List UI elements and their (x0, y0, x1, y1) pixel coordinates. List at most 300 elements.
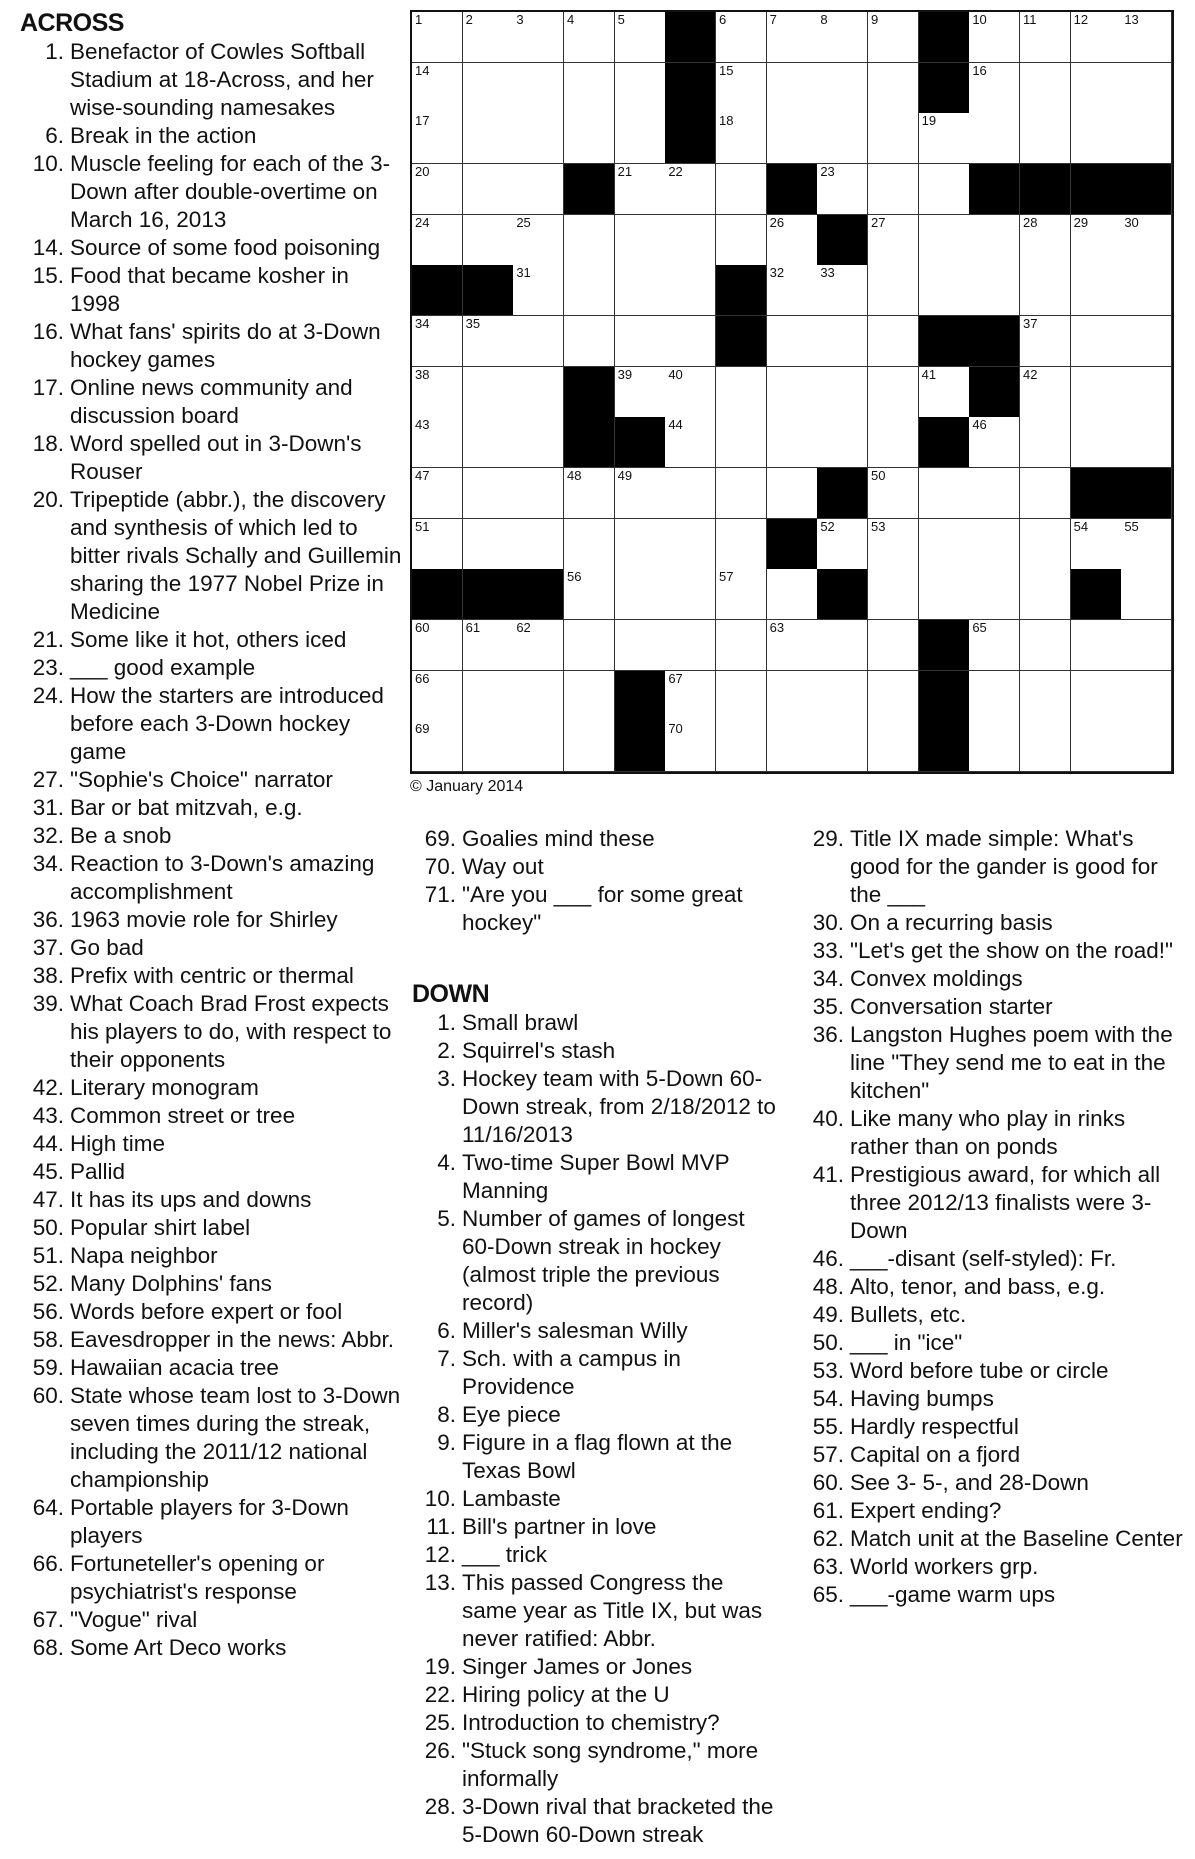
grid-cell[interactable] (513, 113, 564, 164)
grid-cell[interactable] (767, 468, 818, 519)
grid-cell[interactable] (1121, 519, 1172, 570)
grid-cell[interactable] (615, 367, 666, 418)
clue-number: 37. (32, 935, 64, 960)
grid-cell[interactable] (868, 367, 919, 418)
clue-text: Eye piece (462, 1402, 561, 1427)
clue-text: Some like it hot, others iced (70, 627, 347, 652)
grid-cell[interactable] (1121, 316, 1172, 367)
grid-cell[interactable] (1121, 620, 1172, 671)
clue-text: Conversation starter (850, 994, 1053, 1019)
clue-item (412, 1485, 782, 1513)
grid-cell[interactable] (919, 164, 970, 215)
grid-cell[interactable] (463, 316, 514, 367)
grid-block (919, 721, 970, 772)
clue-number: 23. (32, 655, 64, 680)
grid-cell[interactable] (665, 367, 716, 418)
clue-number: 69. (424, 826, 456, 851)
grid-cell[interactable] (767, 113, 818, 164)
clue-text: Word before tube or circle (850, 1358, 1109, 1383)
grid-cell[interactable] (817, 519, 868, 570)
grid-cell[interactable] (665, 316, 716, 367)
grid-cell[interactable] (513, 316, 564, 367)
grid-cell[interactable] (969, 265, 1020, 316)
clue-text: Capital on a fjord (850, 1442, 1021, 1467)
grid-cell[interactable] (665, 671, 716, 722)
cell-number: 43 (415, 417, 430, 433)
clue-text: See 3- 5-, and 28-Down (850, 1470, 1089, 1495)
clue-item (800, 1273, 1185, 1301)
clue-item (800, 1525, 1185, 1553)
grid-cell[interactable] (564, 671, 615, 722)
grid-cell[interactable] (1121, 12, 1172, 63)
grid-cell[interactable] (513, 468, 564, 519)
clue-text: Words before expert or fool (70, 1299, 343, 1324)
grid-cell[interactable] (716, 721, 767, 772)
clue-item (20, 1102, 405, 1130)
grid-cell[interactable] (615, 12, 666, 63)
grid-cell[interactable] (868, 265, 919, 316)
grid-cell[interactable] (1071, 620, 1122, 671)
grid-cell[interactable] (919, 113, 970, 164)
grid-cell[interactable] (817, 63, 868, 114)
grid-cell[interactable] (767, 367, 818, 418)
grid-cell[interactable] (564, 63, 615, 114)
clue-text: Way out (462, 854, 544, 879)
grid-cell[interactable] (412, 721, 463, 772)
clue-item (412, 853, 782, 881)
grid-cell[interactable] (919, 468, 970, 519)
clue-item (412, 1009, 782, 1037)
grid-cell[interactable] (716, 468, 767, 519)
grid-cell[interactable] (564, 620, 615, 671)
cell-number: 55 (1124, 518, 1139, 534)
clue-item (800, 1301, 1185, 1329)
grid-cell[interactable] (412, 316, 463, 367)
grid-cell[interactable] (1071, 265, 1122, 316)
grid-cell[interactable] (868, 215, 919, 266)
grid-cell[interactable] (412, 417, 463, 468)
grid-cell[interactable] (615, 569, 666, 620)
cell-number: 52 (820, 518, 835, 534)
cell-number: 30 (1124, 214, 1139, 230)
grid-cell[interactable] (412, 215, 463, 266)
grid-cell[interactable] (1020, 265, 1071, 316)
grid-cell[interactable] (969, 519, 1020, 570)
grid-cell[interactable] (817, 12, 868, 63)
grid-cell[interactable] (868, 519, 919, 570)
grid-cell[interactable] (767, 569, 818, 620)
grid-cell[interactable] (868, 63, 919, 114)
grid-cell[interactable] (665, 265, 716, 316)
cell-number: 57 (719, 569, 734, 585)
clue-item (800, 1469, 1185, 1497)
grid-cell[interactable] (868, 316, 919, 367)
cell-number: 47 (415, 468, 430, 483)
grid-block (1020, 164, 1071, 215)
grid-cell[interactable] (969, 215, 1020, 266)
grid-cell[interactable] (564, 316, 615, 367)
clue-item (20, 934, 405, 962)
grid-cell[interactable] (868, 12, 919, 63)
grid-cell[interactable] (513, 63, 564, 114)
grid-cell[interactable] (513, 265, 564, 316)
middle-column (412, 825, 782, 1849)
grid-cell[interactable] (919, 569, 970, 620)
cell-number: 22 (668, 164, 683, 179)
grid-cell[interactable] (615, 164, 666, 215)
clue-number: 55. (812, 1414, 844, 1439)
grid-cell[interactable] (1020, 519, 1071, 570)
grid-cell[interactable] (817, 113, 868, 164)
grid-cell[interactable] (868, 721, 919, 772)
grid-cell[interactable] (716, 519, 767, 570)
grid-cell[interactable] (716, 671, 767, 722)
clue-number: 15. (32, 263, 64, 288)
grid-cell[interactable] (615, 63, 666, 114)
grid-cell[interactable] (868, 468, 919, 519)
cell-number: 7 (769, 12, 777, 27)
clue-text: How the starters are introduced before each 3-Down hockey game (70, 683, 384, 764)
grid-cell[interactable] (716, 215, 767, 266)
clue-text: Sch. with a campus in Providence (462, 1346, 681, 1399)
cell-number: 1 (415, 12, 423, 27)
grid-cell[interactable] (817, 721, 868, 772)
grid-cell[interactable] (1020, 367, 1071, 418)
cell-number: 54 (1073, 518, 1089, 534)
clue-item (412, 1429, 782, 1485)
cell-number: 15 (719, 62, 734, 78)
grid-cell[interactable] (564, 468, 615, 519)
grid-cell[interactable] (716, 367, 767, 418)
grid-cell[interactable] (665, 468, 716, 519)
grid-block (615, 417, 666, 468)
clue-item (20, 962, 405, 990)
grid-cell[interactable] (817, 417, 868, 468)
clue-number: 70. (424, 854, 456, 879)
grid-cell[interactable] (412, 164, 463, 215)
grid-cell[interactable] (412, 113, 463, 164)
grid-cell[interactable] (513, 671, 564, 722)
cell-number: 41 (921, 366, 937, 382)
grid-cell[interactable] (919, 265, 970, 316)
grid-cell[interactable] (463, 164, 514, 215)
grid-cell[interactable] (463, 367, 514, 418)
clue-item (20, 682, 405, 766)
grid-cell[interactable] (463, 671, 514, 722)
clue-number: 42. (32, 1075, 64, 1100)
grid-cell[interactable] (716, 417, 767, 468)
grid-cell[interactable] (767, 721, 818, 772)
grid-cell[interactable] (1071, 113, 1122, 164)
grid-cell[interactable] (1121, 569, 1172, 620)
grid-cell[interactable] (1020, 63, 1071, 114)
grid-cell[interactable] (767, 316, 818, 367)
grid-cell[interactable] (1071, 519, 1122, 570)
grid-cell[interactable] (716, 569, 767, 620)
clue-number: 67. (32, 1607, 64, 1632)
cell-number: 69 (415, 721, 430, 737)
cell-number: 48 (567, 468, 582, 483)
clue-number: 1. (437, 1010, 456, 1035)
grid-cell[interactable] (969, 113, 1020, 164)
grid-cell[interactable] (412, 63, 463, 114)
clue-text: World workers grp. (850, 1554, 1039, 1579)
grid-cell[interactable] (412, 12, 463, 63)
grid-cell[interactable] (1020, 113, 1071, 164)
grid-cell[interactable] (1071, 417, 1122, 468)
grid-cell[interactable] (1121, 63, 1172, 114)
clue-text: Singer James or Jones (462, 1654, 693, 1679)
grid-cell[interactable] (1071, 316, 1122, 367)
grid-block (716, 316, 767, 367)
grid-cell[interactable] (767, 620, 818, 671)
grid-cell[interactable] (615, 265, 666, 316)
grid-cell[interactable] (716, 12, 767, 63)
grid-cell[interactable] (665, 620, 716, 671)
grid-block (665, 63, 716, 114)
grid-cell[interactable] (767, 215, 818, 266)
clue-text: What fans' spirits do at 3-Down hockey games (70, 319, 381, 372)
grid-cell[interactable] (1020, 417, 1071, 468)
clue-text: Expert ending? (850, 1498, 1002, 1523)
grid-cell[interactable] (412, 367, 463, 418)
grid-block (817, 468, 868, 519)
clue-text: "Let's get the show on the road!" (850, 938, 1173, 963)
clue-text: Langston Hughes poem with the line "They send me to eat in the kitchen" (850, 1022, 1173, 1103)
grid-cell[interactable] (1121, 721, 1172, 772)
grid-cell[interactable] (615, 215, 666, 266)
cell-number: 27 (871, 214, 886, 230)
grid-cell[interactable] (564, 265, 615, 316)
grid-cell[interactable] (564, 519, 615, 570)
clue-item (20, 1242, 405, 1270)
grid-cell[interactable] (463, 215, 514, 266)
clue-item (800, 1497, 1185, 1525)
clue-text: Break in the action (70, 123, 257, 148)
grid-cell[interactable] (969, 63, 1020, 114)
grid-cell[interactable] (412, 519, 463, 570)
down-clue-list-continued (800, 825, 1185, 1609)
grid-cell[interactable] (868, 164, 919, 215)
grid-cell[interactable] (969, 417, 1020, 468)
cell-number: 13 (1124, 12, 1139, 27)
grid-cell[interactable] (665, 519, 716, 570)
grid-cell[interactable] (1020, 215, 1071, 266)
clue-text: Hardly respectful (850, 1414, 1019, 1439)
grid-cell[interactable] (716, 164, 767, 215)
clue-text: Some Art Deco works (70, 1635, 287, 1660)
clue-item (20, 486, 405, 626)
clue-text: Convex moldings (850, 966, 1023, 991)
grid-cell[interactable] (919, 519, 970, 570)
grid-cell[interactable] (513, 12, 564, 63)
clue-number: 39. (32, 991, 64, 1016)
grid-cell[interactable] (665, 417, 716, 468)
grid-cell[interactable] (919, 367, 970, 418)
grid-cell[interactable] (969, 721, 1020, 772)
grid-cell[interactable] (513, 519, 564, 570)
grid-cell[interactable] (817, 316, 868, 367)
grid-cell[interactable] (716, 63, 767, 114)
grid-cell[interactable] (513, 215, 564, 266)
clue-item (20, 1634, 405, 1662)
grid-cell[interactable] (1020, 12, 1071, 63)
clue-item (800, 1385, 1185, 1413)
grid-block (817, 569, 868, 620)
cell-number: 34 (415, 316, 430, 331)
grid-cell[interactable] (564, 569, 615, 620)
grid-cell[interactable] (767, 417, 818, 468)
grid-cell[interactable] (1020, 671, 1071, 722)
grid-cell[interactable] (817, 671, 868, 722)
grid-cell[interactable] (412, 468, 463, 519)
grid-cell[interactable] (513, 367, 564, 418)
grid-cell[interactable] (1020, 569, 1071, 620)
grid-cell[interactable] (615, 113, 666, 164)
cell-number: 44 (668, 417, 683, 433)
grid-cell[interactable] (463, 620, 514, 671)
clue-text: ___ good example (70, 655, 256, 680)
grid-cell[interactable] (868, 671, 919, 722)
cell-number: 32 (769, 265, 785, 281)
across-heading: ACROSS (20, 9, 124, 37)
cell-number: 11 (1023, 12, 1037, 27)
grid-cell[interactable] (1121, 417, 1172, 468)
grid-cell[interactable] (969, 671, 1020, 722)
clue-item (20, 1158, 405, 1186)
grid-cell[interactable] (1020, 316, 1071, 367)
grid-cell[interactable] (1121, 265, 1172, 316)
grid-cell[interactable] (1121, 367, 1172, 418)
grid-block (513, 569, 564, 620)
grid-cell[interactable] (463, 63, 514, 114)
clue-item (20, 990, 405, 1074)
grid-cell[interactable] (564, 721, 615, 772)
grid-cell[interactable] (817, 367, 868, 418)
clue-text: Squirrel's stash (462, 1038, 616, 1063)
grid-cell[interactable] (817, 265, 868, 316)
grid-cell[interactable] (463, 113, 514, 164)
grid-cell[interactable] (564, 113, 615, 164)
grid-cell[interactable] (1121, 113, 1172, 164)
grid-cell[interactable] (412, 671, 463, 722)
grid-cell[interactable] (463, 417, 514, 468)
grid-cell[interactable] (1020, 468, 1071, 519)
clue-number: 16. (32, 319, 64, 344)
grid-cell[interactable] (1071, 215, 1122, 266)
clue-item (412, 1345, 782, 1401)
clue-item (20, 1074, 405, 1102)
grid-cell[interactable] (1071, 671, 1122, 722)
grid-cell[interactable] (615, 468, 666, 519)
grid-cell[interactable] (767, 63, 818, 114)
clue-text: ___ in "ice" (850, 1330, 963, 1355)
grid-cell[interactable] (969, 12, 1020, 63)
cell-number: 66 (415, 670, 430, 686)
clue-item (800, 1021, 1185, 1105)
grid-cell[interactable] (1071, 721, 1122, 772)
grid-cell[interactable] (615, 620, 666, 671)
grid-cell[interactable] (817, 620, 868, 671)
grid-cell[interactable] (1020, 620, 1071, 671)
clue-item (412, 1205, 782, 1317)
grid-cell[interactable] (463, 519, 514, 570)
grid-cell[interactable] (767, 671, 818, 722)
grid-cell[interactable] (767, 265, 818, 316)
grid-cell[interactable] (513, 164, 564, 215)
grid-cell[interactable] (1071, 63, 1122, 114)
clue-number: 33. (812, 938, 844, 963)
grid-cell[interactable] (1020, 721, 1071, 772)
cell-number: 62 (516, 620, 531, 635)
grid-cell[interactable] (513, 417, 564, 468)
clue-text: Portable players for 3-Down players (70, 1495, 349, 1548)
grid-cell[interactable] (463, 721, 514, 772)
grid-cell[interactable] (716, 620, 767, 671)
grid-cell[interactable] (665, 569, 716, 620)
cell-number: 16 (972, 62, 987, 78)
clue-number: 66. (32, 1551, 64, 1576)
grid-cell[interactable] (665, 164, 716, 215)
grid-cell[interactable] (817, 164, 868, 215)
grid-cell[interactable] (463, 468, 514, 519)
clue-text: Small brawl (462, 1010, 579, 1035)
grid-cell[interactable] (868, 620, 919, 671)
clue-text: Eavesdropper in the news: Abbr. (70, 1327, 394, 1352)
grid-cell[interactable] (615, 316, 666, 367)
grid-cell[interactable] (1121, 215, 1172, 266)
grid-cell[interactable] (412, 620, 463, 671)
clue-text: Tripeptide (abbr.), the discovery and synthesis of which led to bitter rivals Schally and Guillemin sharing the 1977 Nobel Prize in Medicine (70, 487, 402, 624)
grid-cell[interactable] (969, 569, 1020, 620)
clue-number: 34. (812, 966, 844, 991)
clue-text: Number of games of longest 60-Down streak in hockey (almost triple the previous record) (462, 1206, 745, 1315)
grid-cell[interactable] (1071, 367, 1122, 418)
across-clue-list (20, 38, 405, 1662)
grid-cell[interactable] (564, 12, 615, 63)
clue-number: 56. (32, 1299, 64, 1324)
clue-item (20, 374, 405, 430)
clue-text: What Coach Brad Frost expects his players to do, with respect to their opponents (70, 991, 392, 1072)
clue-number: 3. (437, 1066, 456, 1091)
grid-cell[interactable] (868, 417, 919, 468)
grid-cell[interactable] (868, 113, 919, 164)
grid-cell[interactable] (1121, 671, 1172, 722)
cell-number: 53 (871, 518, 886, 534)
grid-cell[interactable] (513, 721, 564, 772)
grid-cell[interactable] (767, 12, 818, 63)
clue-item (20, 1298, 405, 1326)
grid-cell[interactable] (615, 519, 666, 570)
clue-number: 13. (424, 1570, 456, 1595)
grid-cell[interactable] (513, 620, 564, 671)
grid-cell[interactable] (969, 468, 1020, 519)
grid-cell[interactable] (463, 12, 514, 63)
grid-cell[interactable] (969, 620, 1020, 671)
grid-block (463, 265, 514, 316)
grid-cell[interactable] (919, 215, 970, 266)
clue-item (412, 881, 782, 937)
grid-cell[interactable] (564, 215, 615, 266)
clue-item (20, 794, 405, 822)
grid-cell[interactable] (665, 215, 716, 266)
grid-cell[interactable] (868, 569, 919, 620)
grid-cell[interactable] (716, 113, 767, 164)
cell-number: 67 (668, 670, 683, 686)
grid-cell[interactable] (1071, 12, 1122, 63)
grid-cell[interactable] (665, 721, 716, 772)
clue-text: Having bumps (850, 1386, 994, 1411)
